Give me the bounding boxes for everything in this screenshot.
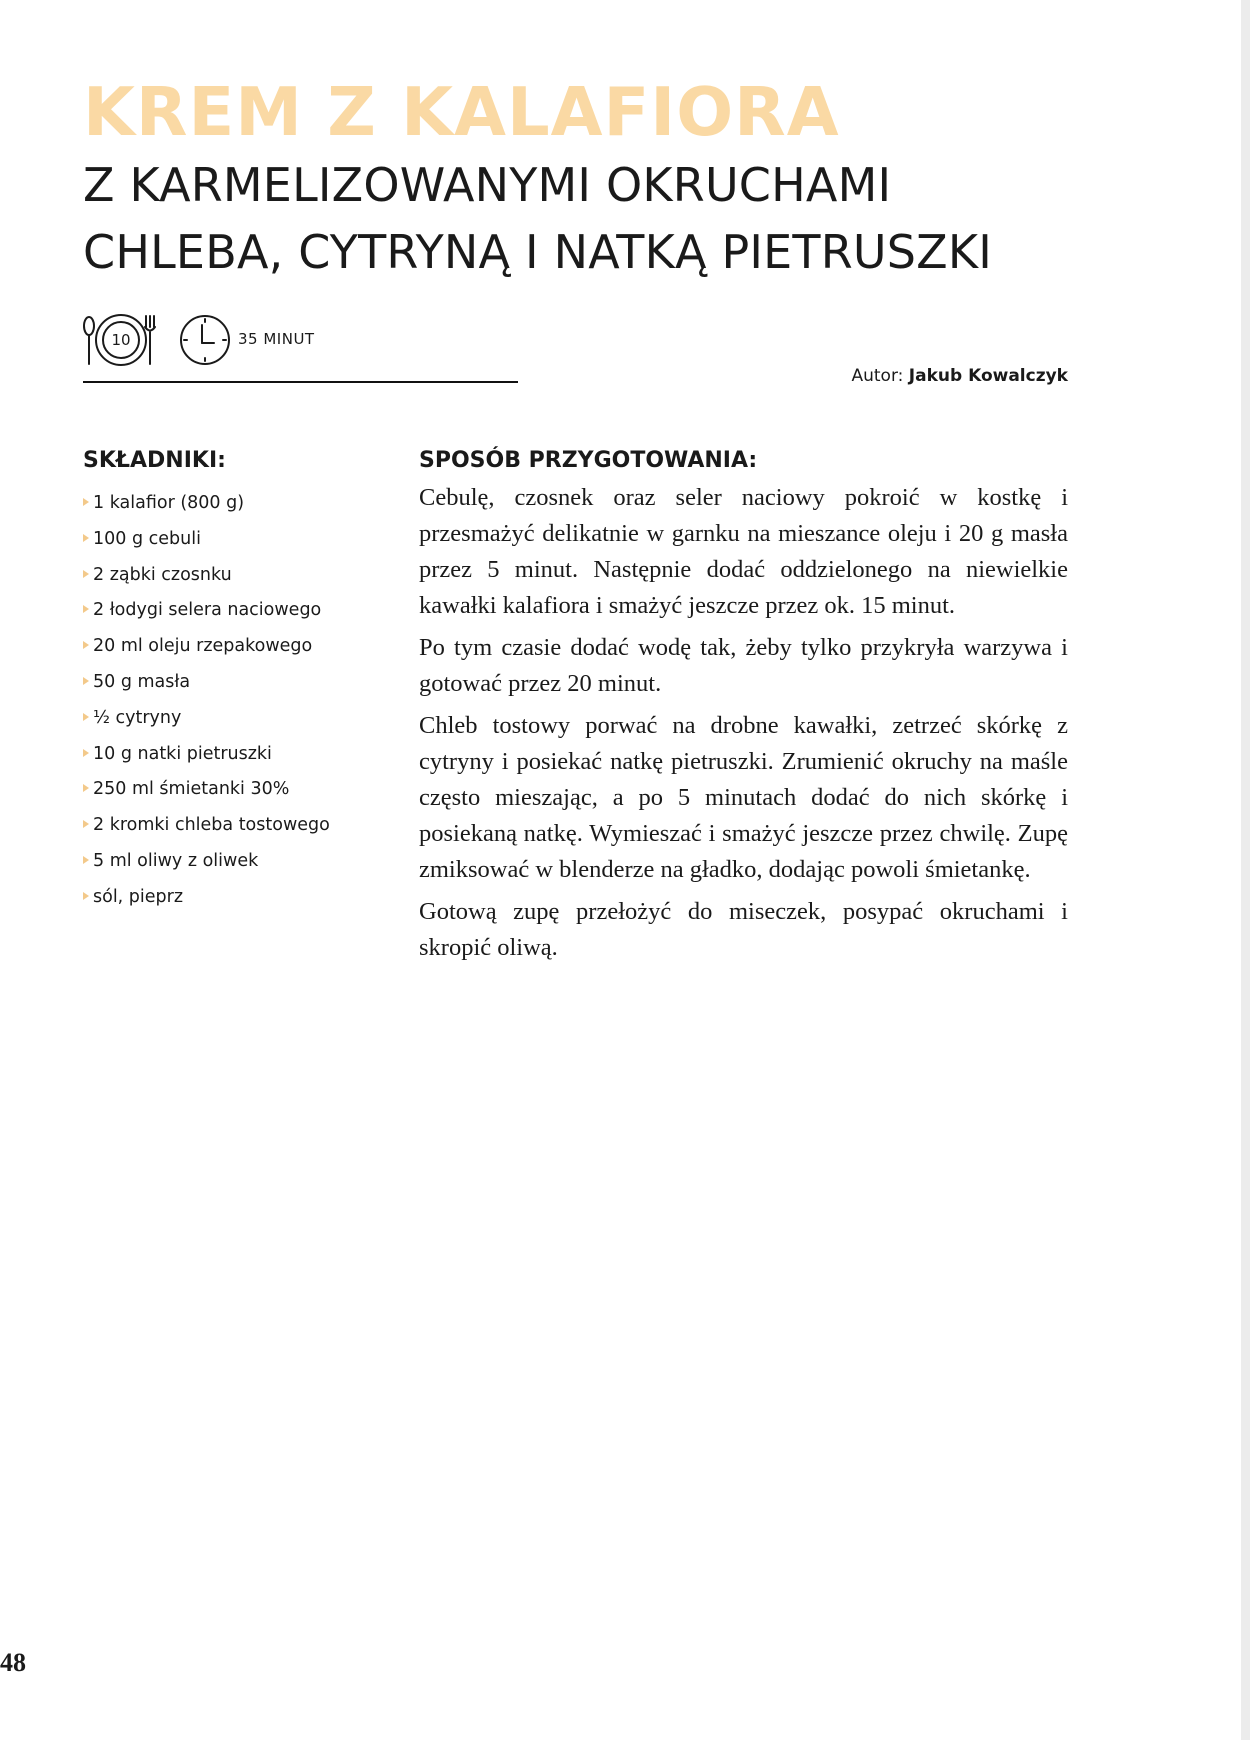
bullet-icon xyxy=(83,892,89,900)
ingredient-item: 2 łodygi selera naciowego xyxy=(83,593,413,629)
author-name: Jakub Kowalczyk xyxy=(908,366,1068,386)
ingredients-section xyxy=(83,444,413,916)
bullet-icon xyxy=(83,749,89,757)
bullet-icon xyxy=(83,570,89,578)
bullet-icon xyxy=(83,677,89,685)
recipe-subtitle xyxy=(83,152,992,286)
author-credit xyxy=(851,366,1068,386)
subtitle-line-1: Z KARMELIZOWANYMI OKRUCHAMI xyxy=(83,158,892,212)
ingredient-item: 5 ml oliwy z oliwek xyxy=(83,844,413,880)
method-steps xyxy=(419,480,1068,966)
subtitle-line-2: CHLEBA, CYTRYNĄ I NATKĄ PIETRUSZKI xyxy=(83,225,992,279)
ingredients-heading: SKŁADNIKI: xyxy=(83,448,226,473)
bullet-icon xyxy=(83,856,89,864)
author-label: Autor: xyxy=(851,366,904,386)
method-paragraph: Po tym czasie dodać wodę tak, żeby tylko przykryła warzywa i gotować przez 20 minut. xyxy=(419,634,1068,697)
servings-count: 10 xyxy=(111,331,131,349)
ingredient-item: 100 g cebuli xyxy=(83,522,413,558)
bullet-icon xyxy=(83,784,89,792)
clock-icon xyxy=(178,312,232,368)
ingredient-item: sól, pieprz xyxy=(83,880,413,916)
bullet-icon xyxy=(83,605,89,613)
ingredient-item: 2 ząbki czosnku xyxy=(83,558,413,594)
prep-time: 35 MINUT xyxy=(238,330,315,348)
method-paragraph: Gotową zupę przełożyć do miseczek, posypać okruchami i skropić oliwą. xyxy=(419,898,1068,961)
bullet-icon xyxy=(83,641,89,649)
ingredient-item: 1 kalafior (800 g) xyxy=(83,486,413,522)
ingredient-item: ½ cytryny xyxy=(83,701,413,737)
ingredient-item: 2 kromki chleba tostowego xyxy=(83,808,413,844)
bullet-icon xyxy=(83,713,89,721)
ingredients-list xyxy=(83,486,413,916)
method-section xyxy=(419,444,1068,972)
bullet-icon xyxy=(83,534,89,542)
page-number: 48 xyxy=(0,1648,26,1677)
recipe-title: KREM Z KALAFIORA xyxy=(83,73,840,151)
method-paragraph: Cebulę, czosnek oraz seler naciowy pokroić w kostkę i przesmażyć delikatnie w garnku na mieszance oleju i 20 g masła przez 5 minut. Następnie dodać oddzielonego na niewielkie kawałki kalafiora i smażyć jeszcze przez ok. 15 minut. xyxy=(419,484,1068,619)
method-heading: SPOSÓB PRZYGOTOWANIA: xyxy=(419,448,758,473)
bullet-icon xyxy=(83,820,89,828)
bullet-icon xyxy=(83,498,89,506)
divider xyxy=(83,381,518,383)
ingredient-item: 50 g masła xyxy=(83,665,413,701)
ingredient-item: 10 g natki pietruszki xyxy=(83,737,413,773)
ingredient-item: 250 ml śmietanki 30% xyxy=(83,772,413,808)
page-edge xyxy=(1241,0,1250,1740)
ingredient-item: 20 ml oleju rzepakowego xyxy=(83,629,413,665)
method-paragraph: Chleb tostowy porwać na drobne kawałki, zetrzeć skórkę z cytryny i posiekać natkę pietruszki. Zrumienić okruchy na maśle często mieszając, a po 5 minutach dodać do nich skórkę i posiekaną natkę. Wymieszać i smażyć jeszcze przez chwilę. Zupę zmiksować w blenderze na gładko, dodając powoli śmietankę. xyxy=(419,712,1068,883)
